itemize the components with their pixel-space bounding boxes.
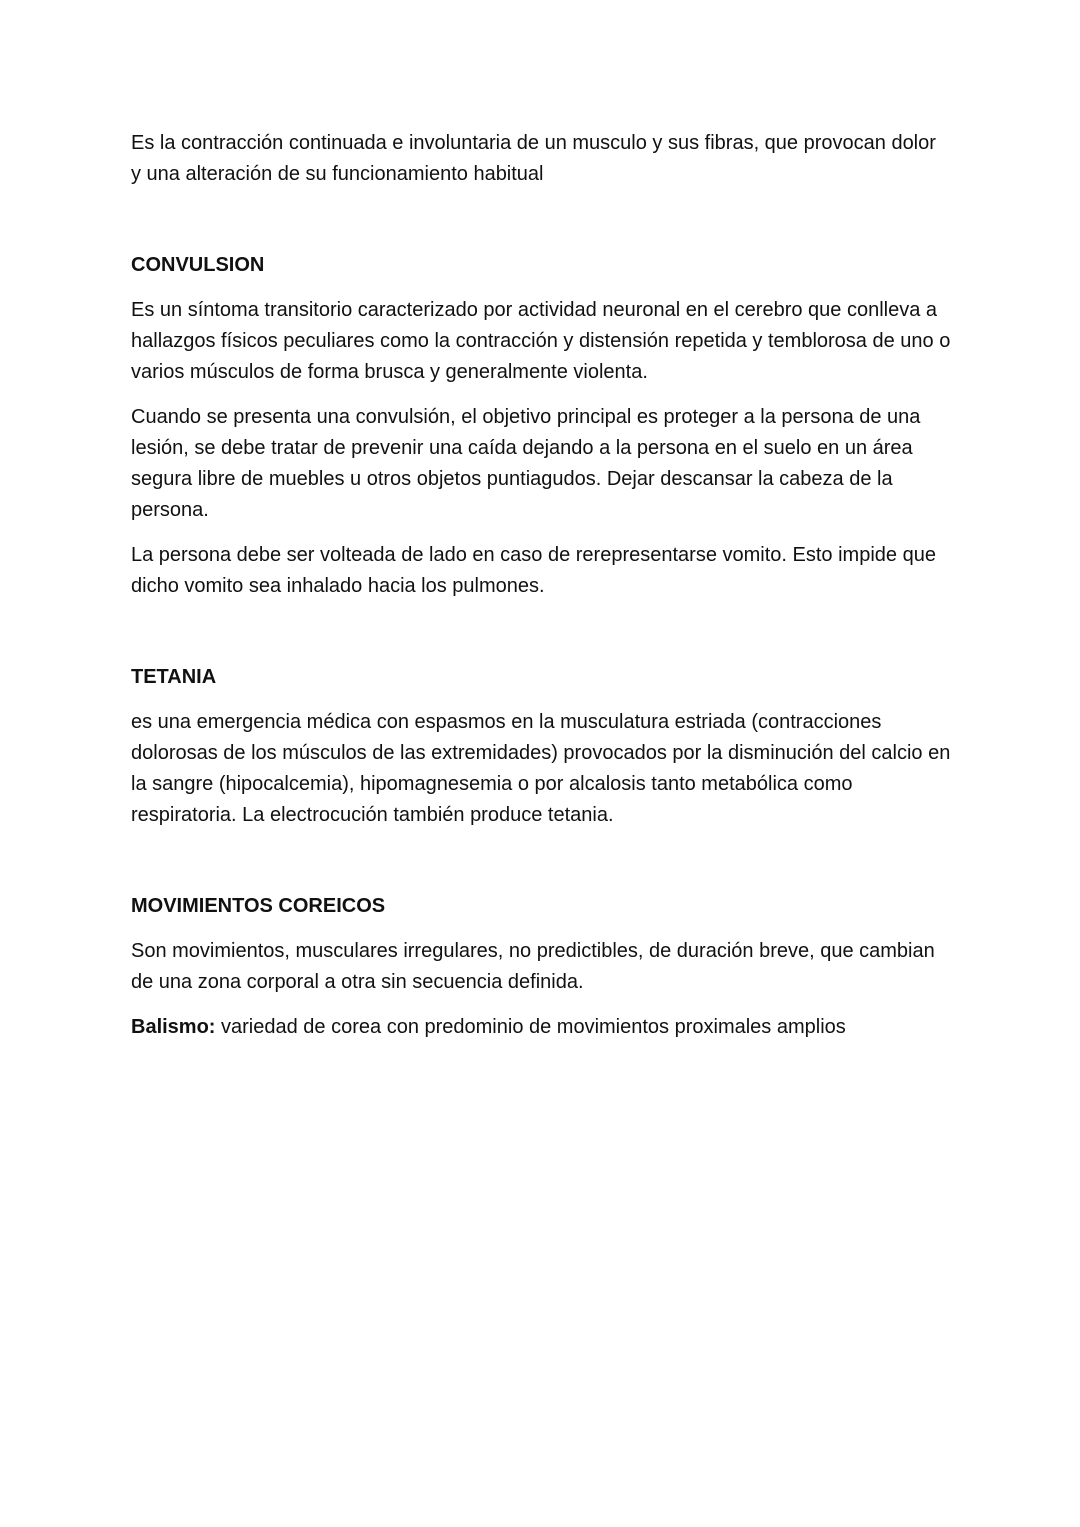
section-heading-tetania: TETANIA	[131, 666, 217, 688]
section-heading-movimientos-coreicos: MOVIMIENTOS COREICOS	[131, 895, 386, 917]
balismo-definition: variedad de corea con predominio de movimientos proximales amplios	[215, 1016, 846, 1038]
intro-paragraph: Es la contracción continuada e involuntaria de un musculo y sus fibras, que provocan dolor y una alteración de su funcionamiento habitual	[131, 132, 936, 185]
convulsion-paragraph-1: Es un síntoma transitorio caracterizado por actividad neuronal en el cerebro que conlleva a hallazgos físicos peculiares como la contracción y distensión repetida y temblorosa de uno o varios músculos de forma brusca y generalmente violenta.	[131, 299, 951, 383]
balismo-paragraph	[131, 1012, 951, 1043]
tetania-paragraph: es una emergencia médica con espasmos en la musculatura estriada (contracciones dolorosas de los músculos de las extremidades) provocados por la disminución del calcio en la sangre (hipocalcemia), hipomagnesemia o por alcalosis tanto metabólica como respiratoria. La electrocución también produce tetania.	[131, 711, 951, 826]
section-heading-convulsion: CONVULSION	[131, 254, 265, 276]
convulsion-paragraph-2: Cuando se presenta una convulsión, el objetivo principal es proteger a la persona de una lesión, se debe tratar de prevenir una caída dejando a la persona en el suelo en un área segura libre de muebles u otros objetos puntiagudos. Dejar descansar la cabeza de la persona.	[131, 406, 921, 521]
convulsion-paragraph-3: La persona debe ser volteada de lado en caso de rerepresentarse vomito. Esto impide que dicho vomito sea inhalado hacia los pulmones.	[131, 544, 936, 597]
document-body	[131, 128, 951, 1043]
coreicos-paragraph: Son movimientos, musculares irregulares, no predictibles, de duración breve, que cambian de una zona corporal a otra sin secuencia definida.	[131, 940, 935, 993]
balismo-term: Balismo:	[131, 1016, 216, 1038]
